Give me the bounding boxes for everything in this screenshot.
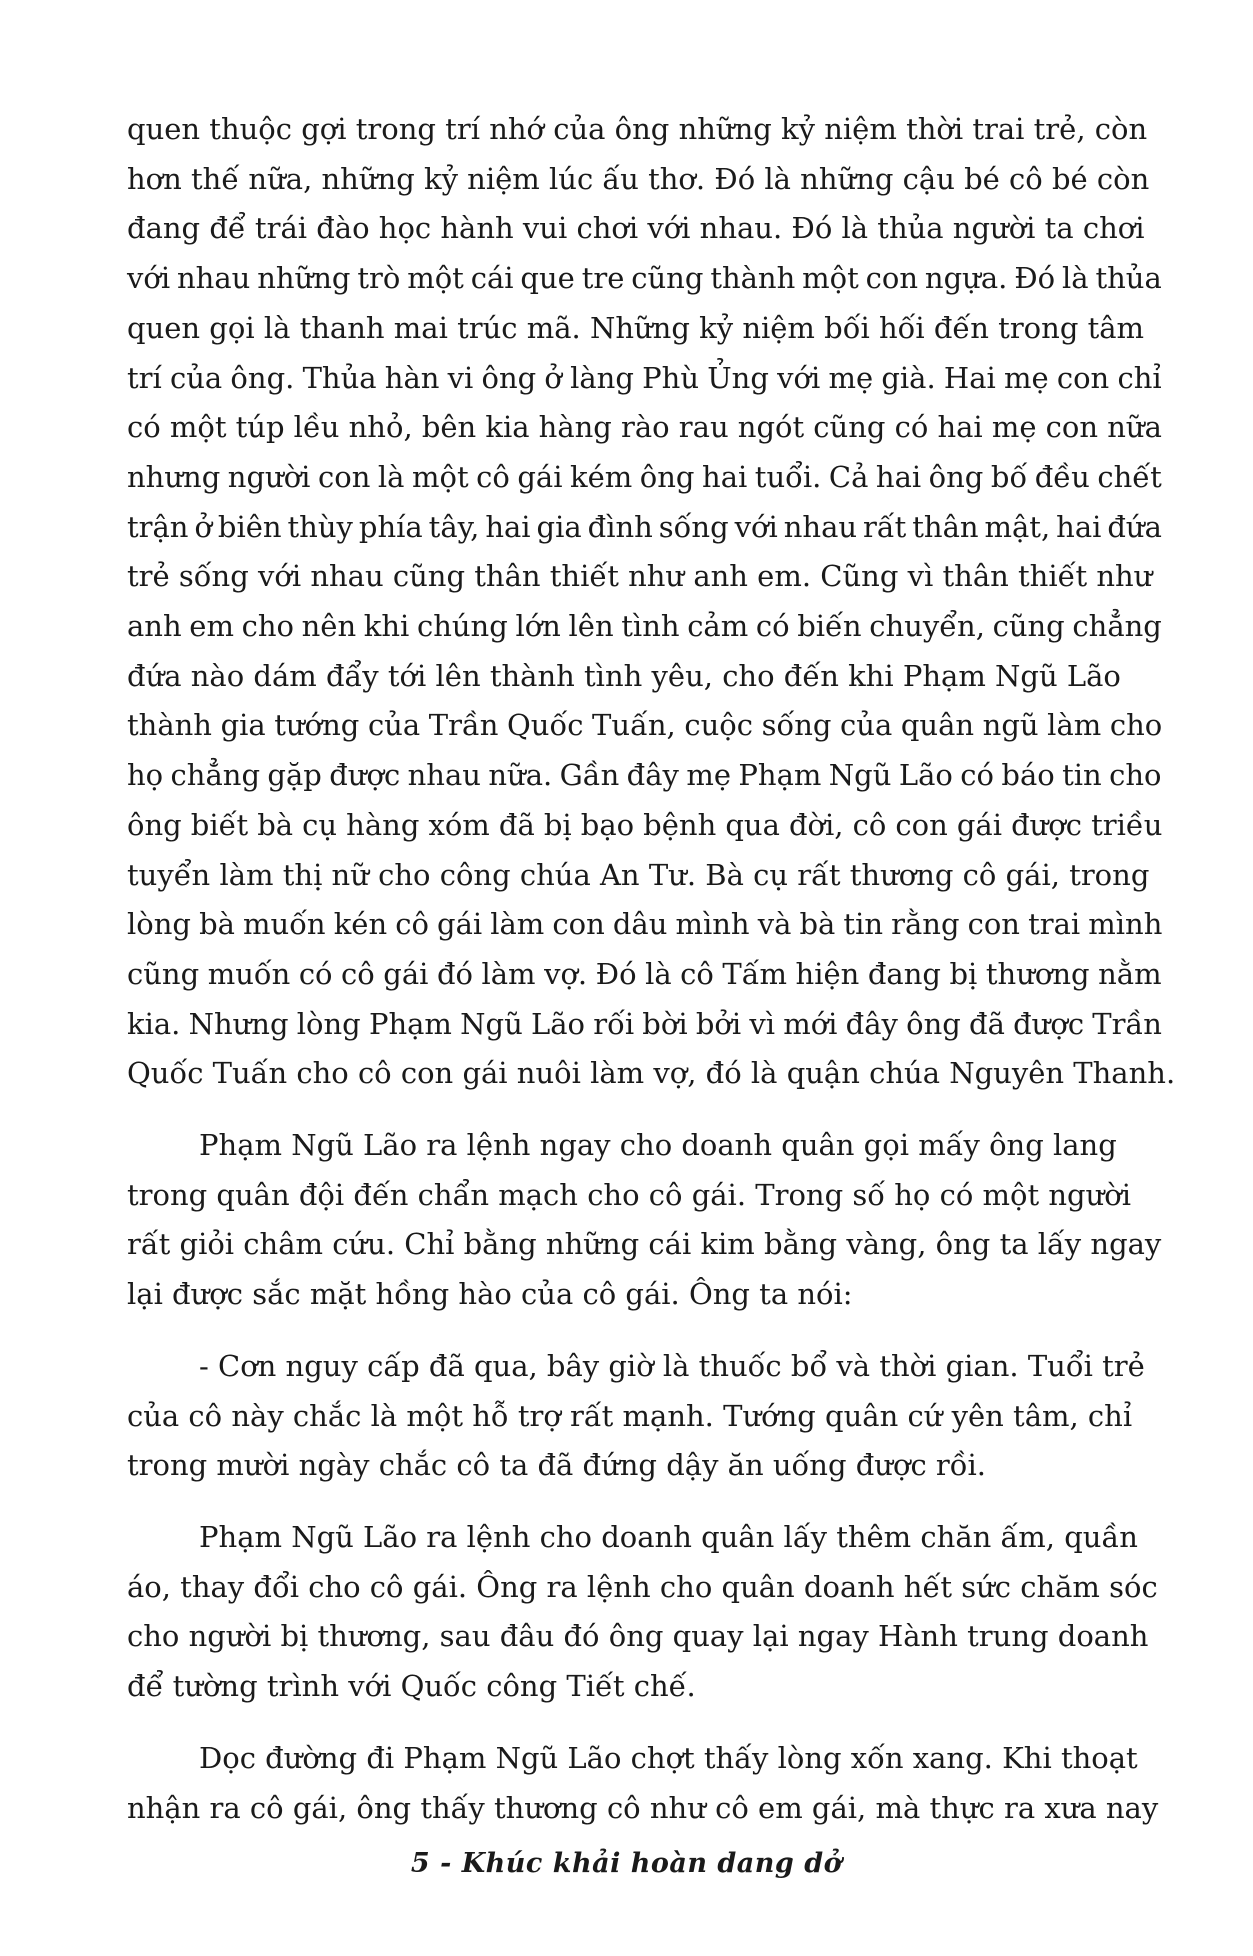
text-line: cho người bị thương, sau đâu đó ông quay lại ngay Hành trung doanh bbox=[127, 1619, 1149, 1654]
text-line: trận ở biên thùy phía tây, hai gia đình sống với nhau rất thân mật, hai đứa bbox=[127, 509, 1162, 544]
text-line: ông biết bà cụ hàng xóm đã bị bạo bệnh qua đời, cô con gái được triều bbox=[127, 807, 1163, 842]
text-line: Phạm Ngũ Lão ra lệnh ngay cho doanh quân gọi mấy ông lang bbox=[199, 1128, 1117, 1163]
text-line: thành gia tướng của Trần Quốc Tuấn, cuộc sống của quân ngũ làm cho bbox=[127, 708, 1163, 743]
text-line: hơn thế nữa, những kỷ niệm lúc ấu thơ. Đó là những cậu bé cô bé còn bbox=[127, 161, 1150, 196]
paragraph bbox=[127, 1513, 1162, 1712]
text-line: quen gọi là thanh mai trúc mã. Những kỷ niệm bối hối đến trong tâm bbox=[127, 310, 1145, 345]
text-line: của cô này chắc là một hỗ trợ rất mạnh. Tướng quân cứ yên tâm, chỉ bbox=[127, 1398, 1133, 1433]
text-line: lòng bà muốn kén cô gái làm con dâu mình và bà tin rằng con trai mình bbox=[127, 907, 1163, 942]
text-line: Phạm Ngũ Lão ra lệnh cho doanh quân lấy thêm chăn ấm, quần bbox=[199, 1519, 1138, 1554]
text-line: Quốc Tuấn cho cô con gái nuôi làm vợ, đó là quận chúa Nguyên Thanh. bbox=[127, 1056, 1176, 1091]
text-line: với nhau những trò một cái que tre cũng thành một con ngựa. Đó là thủa bbox=[127, 261, 1162, 296]
text-line: nhưng người con là một cô gái kém ông hai tuổi. Cả hai ông bố đều chết bbox=[127, 459, 1162, 494]
text-line: quen thuộc gợi trong trí nhớ của ông những kỷ niệm thời trai trẻ, còn bbox=[127, 112, 1148, 146]
text-line: có một túp lều nhỏ, bên kia hàng rào rau ngót cũng có hai mẹ con nữa bbox=[127, 410, 1162, 445]
text-line: lại được sắc mặt hồng hào của cô gái. Ông ta nói: bbox=[127, 1277, 853, 1312]
page-footer: 5 - Khúc khải hoàn dang dở bbox=[410, 1848, 843, 1879]
text-line: trong mười ngày chắc cô ta đã đứng dậy ăn uống được rồi. bbox=[127, 1448, 986, 1483]
text-line: rất giỏi châm cứu. Chỉ bằng những cái kim bằng vàng, ông ta lấy ngay bbox=[127, 1227, 1162, 1262]
text-line: để tường trình với Quốc công Tiết chế. bbox=[127, 1669, 696, 1704]
text-line: tuyển làm thị nữ cho công chúa An Tư. Bà cụ rất thương cô gái, trong bbox=[127, 857, 1150, 892]
body-text bbox=[127, 105, 1176, 1855]
text-line: Dọc đường đi Phạm Ngũ Lão chợt thấy lòng xốn xang. Khi thoạt bbox=[199, 1740, 1138, 1775]
paragraph bbox=[127, 105, 1176, 1099]
text-line: nhận ra cô gái, ông thấy thương cô như cô em gái, mà thực ra xưa nay bbox=[127, 1790, 1159, 1825]
text-line: kia. Nhưng lòng Phạm Ngũ Lão rối bời bởi vì mới đây ông đã được Trần bbox=[127, 1006, 1162, 1041]
text-line: họ chẳng gặp được nhau nữa. Gần đây mẹ Phạm Ngũ Lão có báo tin cho bbox=[127, 758, 1162, 793]
text-line: đang để trái đào học hành vui chơi với nhau. Đó là thủa người ta chơi bbox=[127, 211, 1145, 246]
paragraph bbox=[127, 1342, 1162, 1491]
paragraph bbox=[127, 1121, 1162, 1320]
text-line: - Cơn nguy cấp đã qua, bây giờ là thuốc bổ và thời gian. Tuổi trẻ bbox=[199, 1348, 1145, 1383]
paragraph bbox=[127, 1734, 1162, 1833]
text-line: trong quân đội đến chẩn mạch cho cô gái. Trong số họ có một người bbox=[127, 1177, 1131, 1212]
text-line: áo, thay đổi cho cô gái. Ông ra lệnh cho quân doanh hết sức chăm sóc bbox=[127, 1569, 1158, 1604]
text-line: đứa nào dám đẩy tới lên thành tình yêu, cho đến khi Phạm Ngũ Lão bbox=[127, 658, 1121, 693]
text-line: cũng muốn có cô gái đó làm vợ. Đó là cô Tấm hiện đang bị thương nằm bbox=[127, 956, 1162, 991]
text-line: trí của ông. Thủa hàn vi ông ở làng Phù Ủng với mẹ già. Hai mẹ con chỉ bbox=[127, 360, 1162, 395]
text-line: anh em cho nên khi chúng lớn lên tình cảm có biến chuyển, cũng chẳng bbox=[127, 609, 1162, 644]
text-line: trẻ sống với nhau cũng thân thiết như anh em. Cũng vì thân thiết như bbox=[127, 559, 1153, 594]
